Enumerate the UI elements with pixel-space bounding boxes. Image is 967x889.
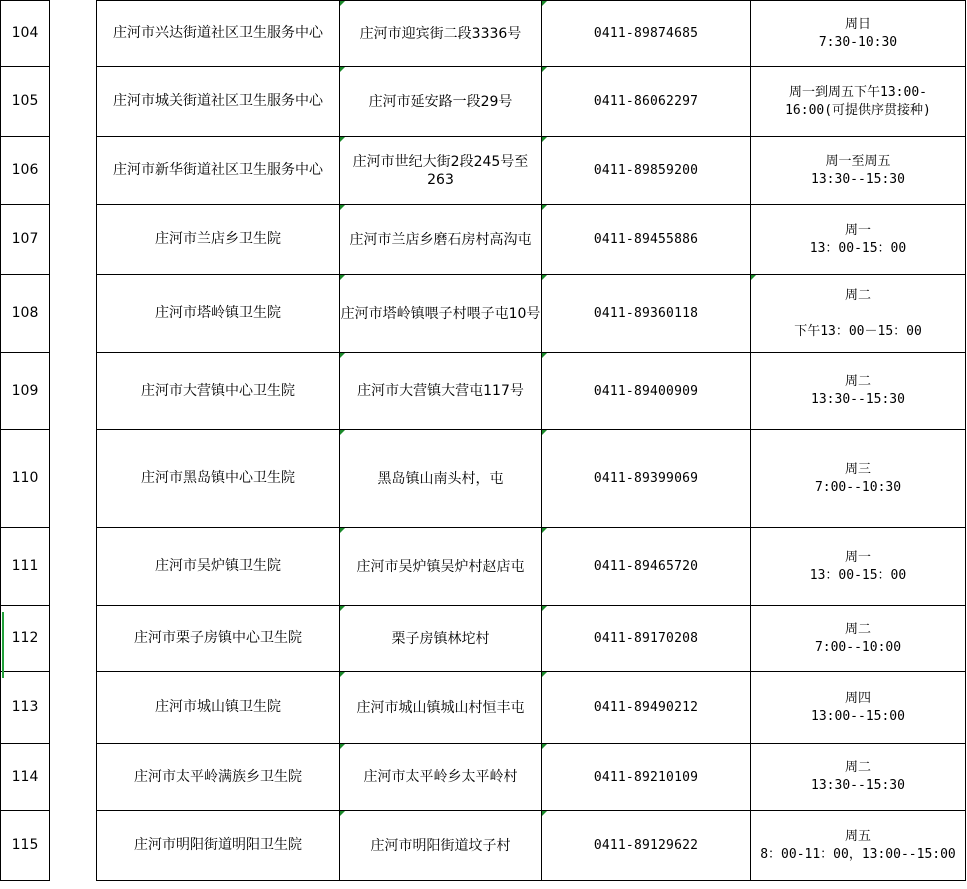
schedule-line: 周五 <box>844 828 871 844</box>
schedule-line: 13：00-15：00 <box>809 240 907 256</box>
merged-category-cell[interactable] <box>50 67 97 137</box>
schedule-cell[interactable] <box>751 672 966 744</box>
hospital-name-cell[interactable]: 庄河市吴炉镇卫生院 <box>97 528 340 606</box>
phone-cell[interactable]: 0411-89129622 <box>542 811 751 881</box>
table-row[interactable] <box>1 528 966 606</box>
hospital-name-cell[interactable]: 庄河市明阳街道明阳卫生院 <box>97 811 340 881</box>
table-row[interactable] <box>1 606 966 672</box>
schedule-cell[interactable] <box>751 205 966 275</box>
schedule-line: 周二 <box>844 287 871 303</box>
schedule-line: 周二 <box>844 760 871 775</box>
row-number-cell[interactable]: 107 <box>1 205 50 275</box>
merged-category-cell[interactable] <box>50 606 97 672</box>
row-number-cell[interactable]: 110 <box>1 430 50 528</box>
row-number-cell[interactable]: 105 <box>1 67 50 137</box>
address-cell[interactable]: 庄河市塔岭镇喂子村喂子屯10号 <box>340 275 542 353</box>
schedule-line: 周一 <box>844 549 871 565</box>
hospital-name-cell[interactable]: 庄河市兰店乡卫生院 <box>97 205 340 275</box>
table-row[interactable] <box>1 672 966 744</box>
address-cell[interactable]: 栗子房镇林坨村 <box>340 606 542 672</box>
schedule-cell[interactable] <box>751 353 966 430</box>
phone-cell[interactable]: 0411-89360118 <box>542 275 751 353</box>
schedule-line: 13:30--15:30 <box>811 392 905 407</box>
phone-cell[interactable]: 0411-89170208 <box>542 606 751 672</box>
schedule-cell[interactable] <box>751 275 966 353</box>
row-selection-marker <box>2 612 4 678</box>
schedule-line: 13：00-15：00 <box>809 567 907 583</box>
table-row[interactable] <box>1 137 966 205</box>
merged-category-cell[interactable] <box>50 528 97 606</box>
address-cell[interactable]: 庄河市吴炉镇吴炉村赵店屯 <box>340 528 542 606</box>
table-row[interactable] <box>1 811 966 881</box>
hospital-name-cell[interactable]: 庄河市太平岭满族乡卫生院 <box>97 744 340 811</box>
schedule-cell[interactable] <box>751 137 966 205</box>
address-cell[interactable]: 庄河市明阳街道坟子村 <box>340 811 542 881</box>
hospital-name-cell[interactable]: 庄河市塔岭镇卫生院 <box>97 275 340 353</box>
row-number-cell[interactable]: 112 <box>1 606 50 672</box>
table-row[interactable] <box>1 205 966 275</box>
phone-cell[interactable]: 0411-89490212 <box>542 672 751 744</box>
hospital-name-cell[interactable]: 庄河市城山镇卫生院 <box>97 672 340 744</box>
address-cell[interactable]: 庄河市迎宾街二段3336号 <box>340 1 542 67</box>
merged-category-cell[interactable] <box>50 744 97 811</box>
table-row[interactable] <box>1 275 966 353</box>
schedule-cell[interactable] <box>751 528 966 606</box>
address-cell[interactable]: 庄河市世纪大街2段245号至263 <box>340 137 542 205</box>
schedule-line: 13:00--15:00 <box>811 708 905 724</box>
schedule-line: 周日 <box>844 16 871 32</box>
address-cell[interactable]: 庄河市延安路一段29号 <box>340 67 542 137</box>
row-number-cell[interactable]: 106 <box>1 137 50 205</box>
schedule-line: 周二 <box>844 374 871 389</box>
table-row[interactable] <box>1 353 966 430</box>
address-cell[interactable]: 庄河市太平岭乡太平岭村 <box>340 744 542 811</box>
merged-category-cell[interactable] <box>50 205 97 275</box>
schedule-line: 13:30--15:30 <box>811 778 905 793</box>
schedule-line <box>751 305 965 323</box>
phone-cell[interactable]: 0411-89400909 <box>542 353 751 430</box>
merged-category-cell[interactable] <box>50 672 97 744</box>
schedule-line: 16:00(可提供序贯接种) <box>785 102 931 118</box>
hospital-name-cell[interactable]: 庄河市栗子房镇中心卫生院 <box>97 606 340 672</box>
schedule-cell[interactable] <box>751 430 966 528</box>
schedule-line: 13:30--15:30 <box>811 171 905 187</box>
hospital-name-cell[interactable]: 庄河市城关街道社区卫生服务中心 <box>97 67 340 137</box>
schedule-line: 周一至周五 <box>825 153 891 169</box>
address-cell[interactable]: 庄河市兰店乡磨石房村高沟屯 <box>340 205 542 275</box>
schedule-line: 7:00--10:00 <box>814 639 902 655</box>
row-number-cell[interactable]: 111 <box>1 528 50 606</box>
phone-cell[interactable]: 0411-89874685 <box>542 1 751 67</box>
schedule-cell[interactable] <box>751 744 966 811</box>
row-number-cell[interactable]: 113 <box>1 672 50 744</box>
merged-category-cell[interactable] <box>50 430 97 528</box>
table-row[interactable] <box>1 744 966 811</box>
schedule-line: 周一 <box>844 222 871 238</box>
address-cell[interactable]: 庄河市大营镇大营屯117号 <box>340 353 542 430</box>
phone-cell[interactable]: 0411-89465720 <box>542 528 751 606</box>
schedule-line: 下午13：00－15：00 <box>794 323 922 339</box>
schedule-line: 周二 <box>844 621 871 637</box>
table-row[interactable] <box>1 430 966 528</box>
phone-cell[interactable]: 0411-89210109 <box>542 744 751 811</box>
address-cell[interactable]: 黑岛镇山南头村，屯 <box>340 430 542 528</box>
merged-category-cell[interactable] <box>50 811 97 881</box>
phone-cell[interactable]: 0411-86062297 <box>542 67 751 137</box>
row-number-cell[interactable]: 114 <box>1 744 50 811</box>
merged-category-cell[interactable] <box>50 137 97 205</box>
schedule-line: 8：00-11：00，13:00--15:00 <box>760 846 956 862</box>
merged-category-cell[interactable] <box>50 353 97 430</box>
merged-category-cell[interactable] <box>50 1 97 67</box>
row-number-cell[interactable]: 115 <box>1 811 50 881</box>
phone-cell[interactable]: 0411-89399069 <box>542 430 751 528</box>
row-number-cell[interactable]: 108 <box>1 275 50 353</box>
merged-category-cell[interactable] <box>50 275 97 353</box>
hospital-name-cell[interactable]: 庄河市黑岛镇中心卫生院 <box>97 430 340 528</box>
hospital-name-cell[interactable]: 庄河市兴达街道社区卫生服务中心 <box>97 1 340 67</box>
schedule-line: 7:30-10:30 <box>818 34 898 50</box>
schedule-cell[interactable] <box>751 1 966 67</box>
schedule-line: 周一到周五下午13:00- <box>789 84 927 100</box>
hospital-name-cell[interactable]: 庄河市新华街道社区卫生服务中心 <box>97 137 340 205</box>
table-body <box>1 1 966 881</box>
phone-cell[interactable]: 0411-89859200 <box>542 137 751 205</box>
schedule-line: 7:00--10:30 <box>814 479 902 495</box>
hospital-name-cell[interactable]: 庄河市大营镇中心卫生院 <box>97 353 340 430</box>
schedule-line: 周四 <box>844 690 871 706</box>
schedule-line: 周三 <box>844 461 871 477</box>
row-number-cell[interactable]: 104 <box>1 1 50 67</box>
phone-cell[interactable]: 0411-89455886 <box>542 205 751 275</box>
table-row[interactable] <box>1 1 966 67</box>
schedule-cell[interactable] <box>751 606 966 672</box>
schedule-cell[interactable] <box>751 811 966 881</box>
table-row[interactable] <box>1 67 966 137</box>
address-cell[interactable]: 庄河市城山镇城山村恒丰屯 <box>340 672 542 744</box>
row-number-cell[interactable]: 109 <box>1 353 50 430</box>
schedule-cell[interactable] <box>751 67 966 137</box>
